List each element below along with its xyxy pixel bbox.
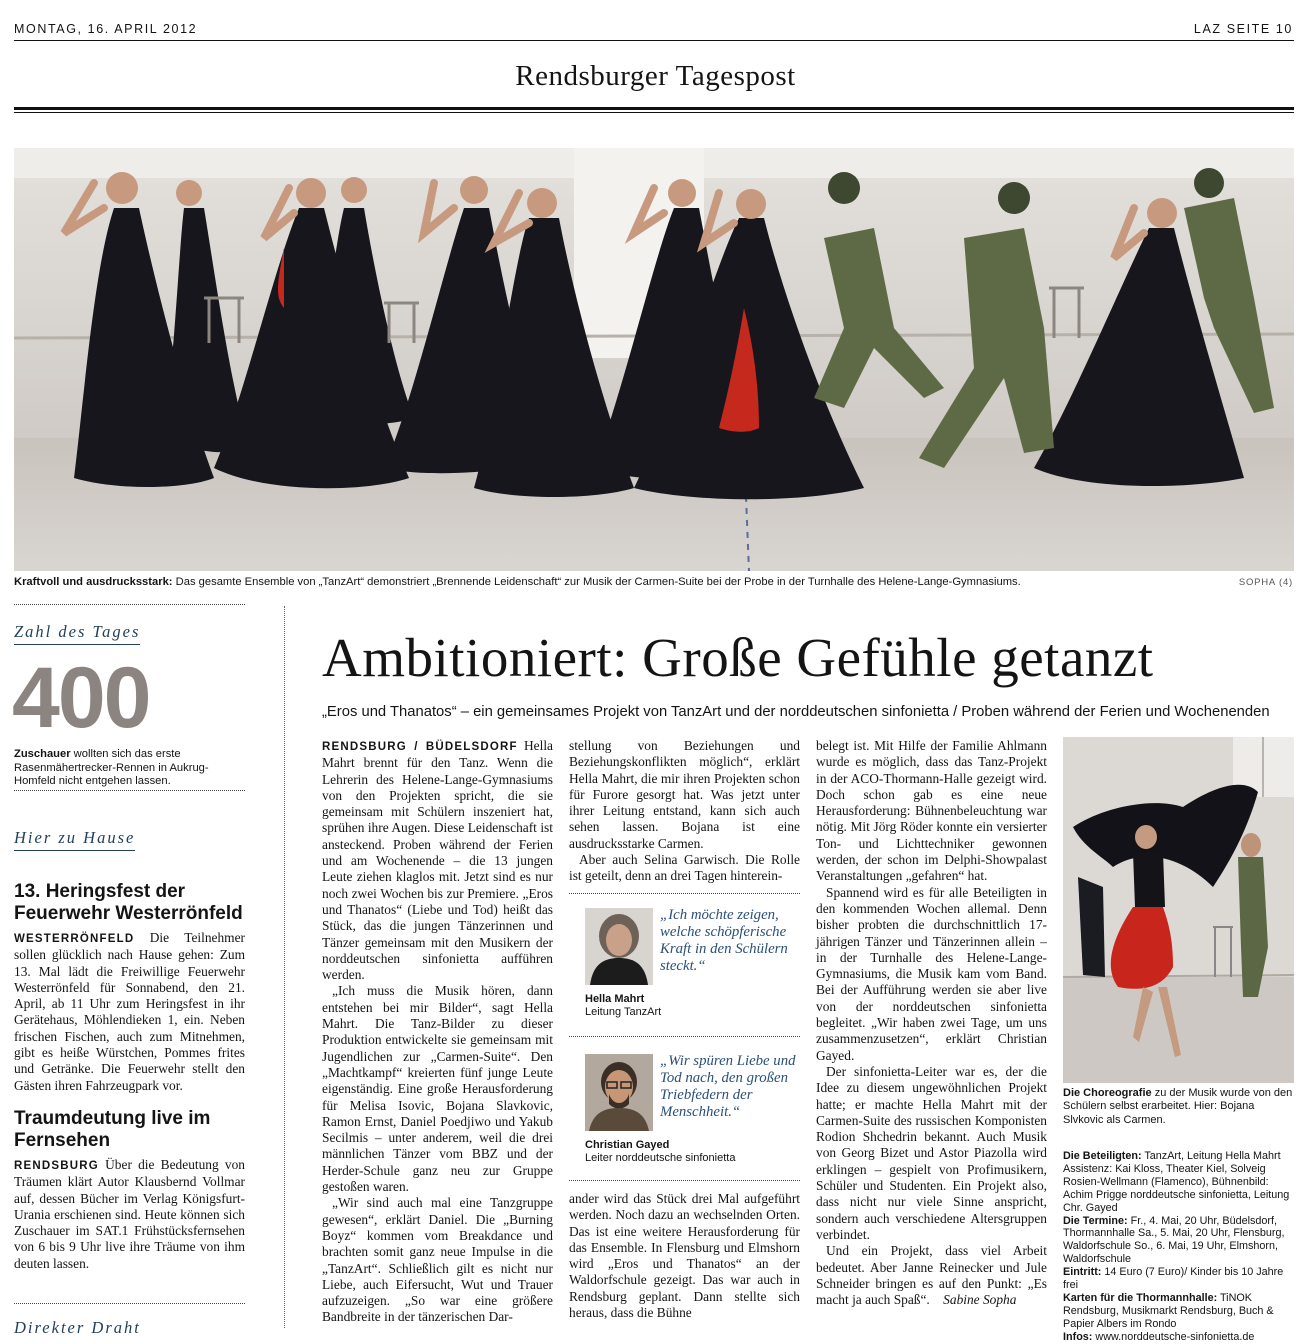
facts-label: Die Termine:: [1063, 1214, 1128, 1227]
story2-dateline: RENDSBURG: [14, 1160, 99, 1172]
photo-caption-bold: Kraftvoll und ausdrucksstark:: [14, 576, 173, 588]
hier-zu-hause-kicker: Hier zu Hause: [14, 828, 135, 851]
sidebar-rule-3: [14, 1303, 245, 1304]
photo-caption: [14, 575, 1184, 589]
top-rule: [14, 40, 1294, 41]
portrait-woman-image: [585, 908, 653, 985]
zahl-des-tages-number: 400: [12, 650, 150, 746]
story2-body: [14, 1157, 245, 1272]
article-col-1: [322, 738, 553, 1326]
facts-text: TiNOK Rendsburg, Musikmarkt Rendsburg, Buch & Papier Albers im Rondo: [1063, 1291, 1274, 1330]
article-col1-text-1: Hella Mahrt brennt für den Tanz. Wenn die Lehrerin des Helene-Lange-Gymnasiums von den Projekten spricht, die sie gemeinsam mit Schülern inszeniert hat, sprühen ihre Augen. Diese Leidenschaft ist ansteckend. Proben während der Ferien und am Wochenende – die 13 jungen Leute ziehen klaglos mit. Jetzt sind es nur noch zwei Wochen bis zur Premiere. „Eros und Thanatos“ (Liebe und Tod) heißt das Stück, das die jungen Tänzerinnen und Tänzer gemeinsam mit den Musikern der norddeutschen sinfonietta aufführen werden.: [322, 738, 553, 983]
article-col2-para-3: ander wird das Stück drei Mal aufgeführt werden. Noch dazu an wechselnden Orten. Das ist eine weitere Herausforderung für das Ensemble. In Flensburg und Elmshorn wird „Eros und Thanatos“ an der Waldorfschule gezeigt. Das war auch in Rendsburg geplant. Dann stellte sich heraus, dass die Bühne: [569, 1191, 800, 1321]
facts-beteiligte: [1063, 1150, 1295, 1215]
sidebar-rule-2: [14, 790, 245, 791]
facts-text: 14 Euro (7 Euro)/ Kinder bis 10 Jahre frei: [1063, 1266, 1284, 1292]
masthead-rule-thick: [14, 107, 1294, 110]
article-col3-para-4: [816, 1243, 1047, 1308]
dance-ensemble-image: [14, 148, 1294, 571]
quote-box-rule-mid: [569, 1036, 800, 1037]
story1-body: [14, 930, 245, 1094]
column-divider: [284, 606, 285, 1328]
article-col3-text-4: Und ein Projekt, dass viel Arbeit bedeutet. Aber Janne Reinecker und Jule Schneider bringen es auf den Punkt: „Es macht ja auch Spaß“.: [816, 1243, 1047, 1308]
zahl-des-tages-kicker: Zahl des Tages: [14, 622, 140, 645]
quote-2-role: Leiter norddeutsche sinfonietta: [585, 1151, 736, 1164]
hella-mahrt-portrait: [585, 908, 653, 985]
photo-caption-text: Das gesamte Ensemble von „TanzArt“ demonstriert „Brennende Leidenschaft“ zur Musik der Carmen-Suite bei der Probe in der Turnhalle des Helene-Lange-Gymnasiums.: [172, 576, 1021, 588]
quote-2-text: „Wir spüren Liebe und Tod nach, den großen Triebfedern der Menschheit.“: [660, 1053, 796, 1120]
side-caption-text: zu der Musik wurde von den Schülern selbst erarbeitet. Hier: Bojana Slvkovic als Carmen.: [1063, 1087, 1293, 1126]
facts-label: Karten für die Thormannhalle:: [1063, 1291, 1218, 1304]
page-number: LAZ SEITE 10: [1193, 22, 1293, 36]
story1-dateline: WESTERRÖNFELD: [14, 933, 135, 945]
photo-credit: SOPHA (4): [1238, 577, 1293, 588]
issue-date: MONTAG, 16. APRIL 2012: [14, 22, 198, 36]
zahl-des-tages-desc: wollten sich das erste Rasenmähertrecker-Rennen in Aukrug-Homfeld nicht entgehen lassen.: [14, 748, 209, 788]
quote-1-text: „Ich möchte zeigen, welche schöpferische Kraft in den Schülern steckt.“: [660, 907, 788, 974]
article-author: Sabine Sopha: [943, 1292, 1017, 1308]
article-col2-para-1: stellung von Beziehungen und Beziehungskonflikten möglich“, erklärt Hella Mahrt, die mir ihren Projekten schon für Furore gesorgt hat. Was jetzt unter ihrer Leitung entstand, kann sich auch sehen lassen. Bojana ist eine ausdrucksstarke Carmen.: [569, 738, 800, 851]
facts-infos: [1063, 1331, 1295, 1344]
facts-label: Eintritt:: [1063, 1266, 1102, 1279]
quote-2-name: Christian Gayed: [585, 1139, 670, 1151]
facts-text: TanzArt, Leitung Hella Mahrt Assistenz: Kai Kloss, Theater Kiel, Solveig Rosien-Wellmann (Flamenco), Bühnenbild: Achim Prigge norddeutsche sinfonietta, Leitung Chr. Gayed: [1063, 1150, 1290, 1214]
zahl-des-tages-bold: Zuschauer: [14, 748, 71, 760]
side-photo: [1063, 737, 1294, 1083]
zahl-des-tages-text: [14, 748, 242, 789]
quote-1-role: Leitung TanzArt: [585, 1005, 662, 1018]
facts-link[interactable]: www.norddeutsche-sinfonietta.de: [1092, 1330, 1255, 1343]
article-col3-para-2: Spannend wird es für alle Beteiligten in den kommenden Wochen allemal. Denn bisher probten die durchschnittlich 17-jährigen Tänzer und Tänzerinnen allein – in der Turnhalle des Helene-Lange-Gymnasiums, die Musik kam vom Band. Bei der Aufführung werden sie aber live von der norddeutschen sinfonietta begleitet. „Wir haben zwei Tage, um uns zusammenzusetzen“, erklärt Christian Gayed.: [816, 884, 1047, 1063]
article-para-2: „Ich muss die Musik hören, dann entstehen bei mir Bilder“, sagt Hella Mahrt. Die Tanz-Bilder zu dieser Produktion entwickelte sie gemeinsam mit Jugendlichen zur „Carmen-Suite“. Den „Machtkampf“ kreierten fünf junge Leute eigenständig. Eine große Herausforderung für Melisa Isovic, Bojana Slavkovic, Ramon Ernst, Daniel Poedjiwo und Yakub Secilmis – unter anderem, weil die drei männlichen Tänzer vom BBZ und der Herder-Schule ganz neu zur Gruppe gestoßen waren.: [322, 983, 553, 1195]
portrait-man-image: [585, 1054, 653, 1131]
story2-text: Über die Bedeutung von Träumen klärt Autor Klausbernd Vollmar auf, dessen Bücher im Verlag Königsfurt-Urania erschienen sind. Heute können sich Zuschauer im SAT.1 Frühstücksfernsehen von 6 bis 9 Uhr live ihre Träume von ihm deuten lassen.: [14, 1157, 245, 1271]
article-para-3: „Wir sind auch mal eine Tanzgruppe gewesen“, erklärt Daniel. Die „Burning Boyz“ kommen vom Breakdance und brachten somit ganz neue Impulse in die „TanzArt“. Schließlich gilt es nicht nur Liebe, auch Eifersucht, Wut und Trauer aufzuzeigen. „So war eine größere Bandbreite in der tänzerischen Dar-: [322, 1195, 553, 1325]
quote-1-attribution: [585, 993, 800, 1018]
facts-label: Die Beteiligten:: [1063, 1150, 1142, 1162]
story1-title: 13. Heringsfest der Feuerwehr Westerrönfeld: [14, 881, 243, 924]
facts-termine: [1063, 1215, 1295, 1267]
quote-box-rule-bottom: [569, 1180, 800, 1181]
facts-karten: [1063, 1292, 1295, 1331]
facts-box: [1063, 1150, 1295, 1344]
facts-text: Fr., 4. Mai, 20 Uhr, Büdelsdorf, Thormannhalle Sa., 5. Mai, 20 Uhr, Flensburg, Waldorfschule So., 6. Mai, 19 Uhr, Elmshorn, Waldorfschule: [1063, 1214, 1285, 1266]
christian-gayed-portrait: [585, 1054, 653, 1131]
quote-2-attribution: [585, 1139, 800, 1164]
article-col3-para-1: belegt ist. Mit Hilfe der Familie Ahlmann wurde es möglich, dass das Tanz-Projekt in der ACO-Thormann-Halle gezeigt wird. Doch schon gab es eine neue Herausforderung: Bühnenbeleuchtung war nötig. Mit Jörg Röder konnte ein versierter Ton- und Lichttechniker gewonnen werden, der schon im Delphi-Showpalast Veranstaltungen „gefahren“ hat.: [816, 738, 1047, 884]
story2-title: Traumdeutung live im Fernsehen: [14, 1108, 211, 1151]
facts-label: Infos:: [1063, 1330, 1093, 1343]
masthead-rule-thin: [14, 112, 1294, 113]
article-col-3: [816, 738, 1047, 1308]
sidebar-top-rule: [14, 604, 245, 605]
article-headline: Ambitioniert: Große Gefühle getanzt: [322, 627, 1154, 688]
article-col3-para-3: Der sinfonietta-Leiter war es, der die Idee zu diesem ungewöhnlichen Projekt hatte; er machte Hella Mahrt mit der Carmen-Suite des russischen Komponisten Rodion Shchedrin bekannt. Auch Musik von Georg Bizet und Astor Piazolla wird erklingen – gespielt von Profimusikern, Schüler und Studenten. Ein Projekt also, dass nicht nur viele Sinne anspricht, sondern auch verschiedene Altersgruppen verbindet.: [816, 1063, 1047, 1242]
facts-eintritt: [1063, 1266, 1295, 1292]
story1-text: Die Teilnehmer sollen glücklich nach Hause gehen: Zum 13. Mal lädt die Freiwillige Feuerwehr Westerrönfeld für Sonnabend, den 21. April, ab 11 Uhr zum Heringsfest in ihr Gerätehaus, Möhlendieken 1, ein. Neben frischen Fischen, auch zum Mitnehmen, gibt es heiße Würstchen, Pommes frites und Getränke. Die Feuerwehr stellt den Gästen ihren Fahrzeugpark vor.: [14, 930, 245, 1093]
main-photo: [14, 148, 1294, 571]
article-para-1: [322, 738, 553, 983]
side-photo-caption: [1063, 1087, 1295, 1127]
side-caption-bold: Die Choreografie: [1063, 1087, 1152, 1099]
article-col-2-top: [569, 738, 800, 885]
quote-box-rule-top: [569, 893, 800, 894]
article-subheadline: „Eros und Thanatos“ – ein gemeinsames Projekt von TanzArt und der norddeutschen sinfonietta / Proben während der Ferien und Wochenenden: [322, 704, 1270, 720]
direkter-draht-kicker: Direkter Draht: [14, 1318, 141, 1337]
article-dateline: RENDSBURG / BÜDELSDORF: [322, 741, 518, 753]
carmen-dancer-image: [1063, 737, 1294, 1083]
article-col2-para-2: Aber auch Selina Garwisch. Die Rolle ist geteilt, denn an drei Tagen hinterein-: [569, 852, 800, 884]
article-col-2-bottom: [569, 1191, 800, 1321]
masthead: Rendsburger Tagespost: [515, 60, 796, 92]
quote-1-name: Hella Mahrt: [585, 993, 645, 1005]
